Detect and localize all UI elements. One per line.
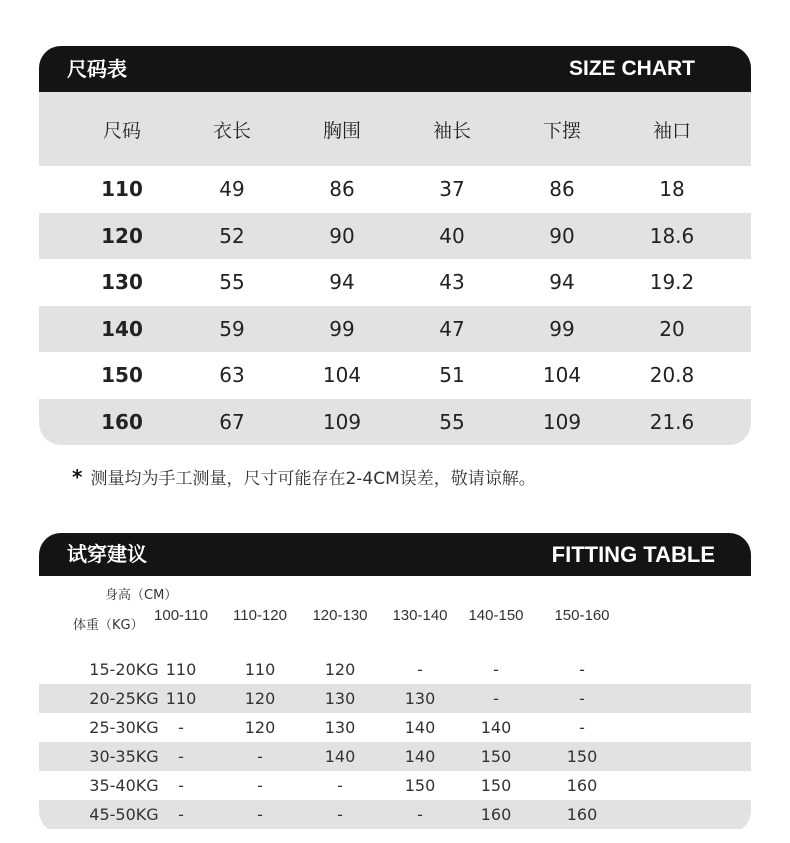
table-row — [39, 800, 751, 829]
table-cell: - — [493, 689, 499, 708]
weight-range-label: 15-20KG — [89, 660, 159, 679]
table-cell: 52 — [219, 223, 245, 248]
weight-range-label: 45-50KG — [89, 805, 159, 824]
weight-range-label: 25-30KG — [89, 718, 159, 737]
table-cell: - — [579, 718, 585, 737]
table-row — [39, 352, 751, 399]
table-cell: 37 — [439, 177, 465, 202]
table-row — [39, 399, 751, 446]
table-row — [39, 742, 751, 771]
table-cell: 20 — [659, 316, 685, 341]
table-cell: 130 — [324, 718, 356, 737]
table-cell: 18.6 — [649, 223, 695, 248]
table-cell: 90 — [549, 223, 575, 248]
table-cell: 150 — [480, 776, 512, 795]
table-cell: 67 — [219, 409, 245, 434]
table-cell: 104 — [542, 363, 582, 388]
table-cell: - — [178, 718, 184, 737]
column-header-sleeve: 袖长 — [432, 119, 471, 142]
height-axis-label: 身高（CM） — [105, 588, 178, 603]
table-cell: 18 — [659, 177, 685, 202]
size-chart-title-en: SIZE CHART — [569, 57, 695, 80]
table-cell: - — [257, 805, 263, 824]
table-cell: 51 — [439, 363, 465, 388]
table-cell: 109 — [542, 409, 582, 434]
weight-range-label: 30-35KG — [89, 747, 159, 766]
weight-axis-label: 体重（KG） — [73, 618, 144, 633]
fitting-table-card — [39, 533, 751, 833]
height-column-header: 130-140 — [392, 607, 448, 624]
table-cell: - — [417, 660, 423, 679]
table-row — [39, 713, 751, 742]
table-row — [39, 166, 751, 213]
table-row — [39, 259, 751, 306]
fitting-table-header — [39, 533, 751, 576]
size-chart-body — [39, 166, 751, 445]
table-cell: 110 — [165, 660, 197, 679]
table-cell: 104 — [322, 363, 362, 388]
table-cell: 47 — [439, 316, 465, 341]
size-chart-title-cn: 尺码表 — [67, 57, 127, 81]
table-cell: - — [417, 805, 423, 824]
table-cell: 150 — [480, 747, 512, 766]
table-cell: 49 — [219, 177, 245, 202]
table-cell: 120 — [244, 718, 276, 737]
size-chart-header — [39, 46, 751, 92]
size-chart-column-headers — [39, 92, 751, 166]
table-cell: 120 — [101, 223, 143, 248]
table-cell: 160 — [566, 805, 598, 824]
table-cell: - — [178, 776, 184, 795]
table-cell: 130 — [404, 689, 436, 708]
height-column-header: 110-120 — [233, 607, 287, 624]
table-cell: 94 — [549, 270, 575, 295]
table-cell: - — [579, 689, 585, 708]
table-cell: 150 — [404, 776, 436, 795]
asterisk-icon: * — [72, 465, 83, 489]
table-cell: - — [579, 660, 585, 679]
height-column-header: 150-160 — [554, 607, 610, 624]
table-cell: 86 — [329, 177, 355, 202]
table-cell: 140 — [404, 747, 436, 766]
table-row — [39, 213, 751, 260]
table-cell: 140 — [404, 718, 436, 737]
table-row — [39, 306, 751, 353]
table-cell: 40 — [439, 223, 465, 248]
table-cell: - — [257, 776, 263, 795]
table-cell: - — [493, 660, 499, 679]
table-cell: 110 — [101, 177, 143, 202]
weight-range-label: 20-25KG — [89, 689, 159, 708]
table-cell: - — [178, 805, 184, 824]
table-row — [39, 771, 751, 800]
measurement-note — [72, 464, 536, 489]
table-cell: 63 — [219, 363, 245, 388]
table-cell: 130 — [324, 689, 356, 708]
fitting-table-title-en: FITTING TABLE — [551, 542, 715, 567]
table-row — [39, 684, 751, 713]
table-cell: 86 — [549, 177, 575, 202]
weight-range-label: 35-40KG — [89, 776, 159, 795]
size-chart-card — [39, 46, 751, 445]
table-cell: 160 — [566, 776, 598, 795]
table-row — [39, 655, 751, 684]
table-cell: 130 — [101, 270, 143, 295]
table-cell: 110 — [244, 660, 276, 679]
table-cell: 140 — [324, 747, 356, 766]
table-cell: 90 — [329, 223, 355, 248]
table-cell: 55 — [439, 409, 465, 434]
table-cell: 94 — [329, 270, 355, 295]
table-cell: 21.6 — [649, 409, 695, 434]
column-header-chest: 胸围 — [322, 119, 361, 142]
column-header-hem: 下摆 — [542, 119, 581, 142]
table-cell: 110 — [165, 689, 197, 708]
table-cell: 19.2 — [649, 270, 695, 295]
table-cell: - — [257, 747, 263, 766]
table-cell: 109 — [322, 409, 362, 434]
column-header-cuff: 袖口 — [652, 119, 691, 142]
measurement-note-text: 测量均为手工测量，尺寸可能存在2-4CM误差，敬请谅解。 — [90, 469, 536, 489]
table-cell: 140 — [101, 316, 143, 341]
table-cell: 20.8 — [649, 363, 695, 388]
table-cell: 99 — [329, 316, 355, 341]
table-cell: - — [337, 776, 343, 795]
height-column-header: 100-110 — [154, 607, 208, 624]
height-column-header: 120-130 — [312, 607, 368, 624]
table-cell: 150 — [566, 747, 598, 766]
fitting-table-title-cn: 试穿建议 — [67, 542, 147, 566]
column-header-size: 尺码 — [102, 119, 141, 142]
table-cell: 55 — [219, 270, 245, 295]
height-column-header: 140-150 — [468, 607, 524, 624]
table-cell: 160 — [480, 805, 512, 824]
table-cell: 43 — [439, 270, 465, 295]
table-cell: 99 — [549, 316, 575, 341]
table-cell: 140 — [480, 718, 512, 737]
table-cell: 120 — [244, 689, 276, 708]
table-cell: 59 — [219, 316, 245, 341]
table-cell: - — [178, 747, 184, 766]
table-cell: 160 — [101, 409, 143, 434]
table-cell: 150 — [101, 363, 143, 388]
table-cell: - — [337, 805, 343, 824]
column-header-length: 衣长 — [212, 119, 251, 142]
table-cell: 120 — [324, 660, 356, 679]
